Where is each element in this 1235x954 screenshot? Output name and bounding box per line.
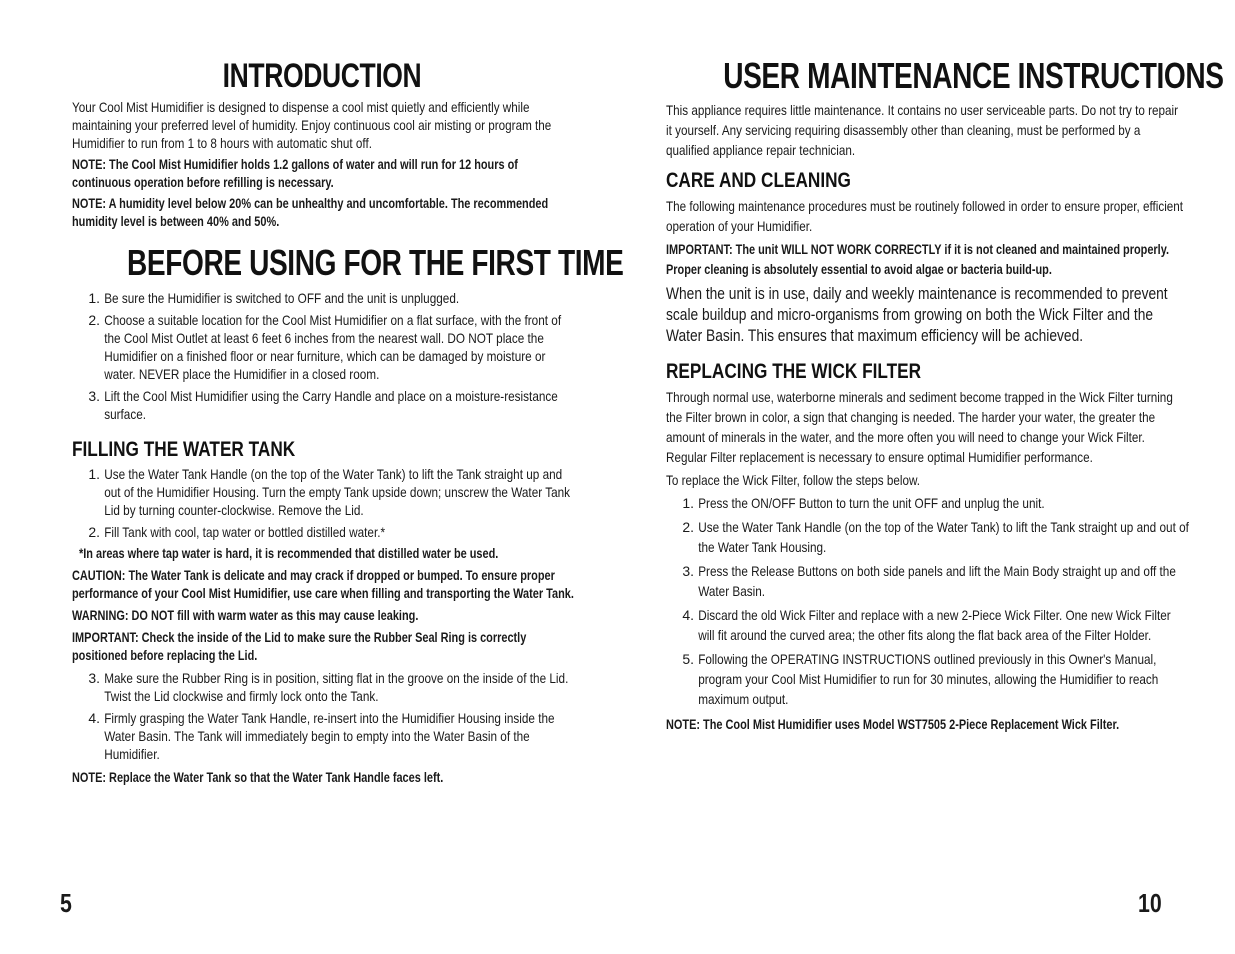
distilled-water-footnote: *In areas where tap water is hard, it is recommended that distilled water be used.: [79, 546, 499, 561]
list-item: 4. Discard the old Wick Filter and replace with a new 2-Piece Wick Filter. One new Wick Filter will fit around the curved area; the other fits along the flat back area of the Filter Holder.: [682, 607, 1171, 643]
list-item: 5. Following the OPERATING INSTRUCTIONS outlined previously in this Owner's Manual, program your Cool Mist Humidifier to run for 30 minutes, allowing the Humidifier to reach maximum output.: [682, 651, 1159, 707]
right-column: [666, 55, 1224, 735]
introduction-note-capacity: NOTE: The Cool Mist Humidifier holds 1.2 gallons of water and will run for 12 hours of continuous operation before refilling is necessary.: [72, 157, 518, 190]
introduction-text: Your Cool Mist Humidifier is designed to dispense a cool mist quietly and efficiently while maintaining your preferred level of humidity. Enjoy continuous cool air misting or program the Humidifier to run from 1 to 8 hours with automatic shut off.: [72, 99, 552, 151]
care-maintenance-text: When the unit is in use, daily and weekly maintenance is recommended to prevent scale buildup and micro-organisms from growing on both the Wick Filter and the Water Basin. This ensures that maximum efficiency will be achieved.: [666, 285, 1168, 345]
right-page: [618, 0, 1235, 954]
filling-tank-title: FILLING THE WATER TANK: [72, 438, 296, 461]
left-column: [72, 56, 624, 787]
list-item: 1. Be sure the Humidifier is switched to OFF and the unit is unplugged.: [88, 290, 460, 306]
list-item: 2. Fill Tank with cool, tap water or bottled distilled water.*: [88, 524, 386, 540]
list-item: 2. Use the Water Tank Handle (on the top of the Water Tank) to lift the Tank straight up and out of the Water Tank Housing.: [682, 519, 1189, 555]
page-number-left: 5: [60, 888, 72, 918]
list-item: 4. Firmly grasping the Water Tank Handle, re-insert into the Humidifier Housing inside the Water Basin. The Tank will immediately begin to empty into the Water Basin of the Humidifier.: [88, 710, 555, 762]
filling-steps-b: [72, 669, 572, 763]
wick-filter-title: REPLACING THE WICK FILTER: [666, 360, 922, 383]
before-using-steps: [72, 289, 572, 423]
wick-filter-steps: [666, 493, 1189, 709]
warning-note: WARNING: DO NOT fill with warm water as this may cause leaking.: [72, 608, 419, 623]
wick-filter-text: Through normal use, waterborne minerals and sediment become trapped in the Wick Filter turning the Filter brown in color, a sign that changing is needed. The harder your water, the greater the amount of minerals in the water, and the more often you will need to change your Wick Filter. Regular Filter replacement is necessary to ensure optimal Humidifier performance.: [666, 389, 1173, 465]
important-note: IMPORTANT: Check the inside of the Lid to make sure the Rubber Seal Ring is correctly positioned before replacing the Lid.: [72, 630, 527, 663]
maintenance-text: This appliance requires little maintenance. It contains no user serviceable parts. Do not try to repair it yourself. Any servicing requiring disassembly other than cleaning, must be performed by a qualified appliance repair technician.: [666, 102, 1179, 158]
list-item: 1. Use the Water Tank Handle (on the top of the Water Tank) to lift the Tank straight up and out of the Humidifier Housing. Turn the empty Tank upside down; unscrew the Water Tank Lid by turning counter-clockwise. Remove the Lid.: [88, 466, 571, 518]
introduction-title: INTRODUCTION: [222, 57, 422, 95]
wick-filter-intro: To replace the Wick Filter, follow the steps below.: [666, 472, 921, 488]
introduction-note-humidity: NOTE: A humidity level below 20% can be unhealthy and uncomfortable. The recommended humidity level is between 40% and 50%.: [72, 196, 549, 229]
page-number-right: 10: [1138, 888, 1162, 918]
care-cleaning-text: The following maintenance procedures must be routinely followed in order to ensure proper, efficient operation of your Humidifier.: [666, 198, 1184, 234]
list-item: 1. Press the ON/OFF Button to turn the unit OFF and unplug the unit.: [682, 495, 1045, 511]
list-item: 3. Lift the Cool Mist Humidifier using the Carry Handle and place on a moisture-resistance surface.: [88, 388, 558, 422]
list-item: 3. Make sure the Rubber Ring is in position, sitting flat in the groove on the inside of the Lid. Twist the Lid clockwise and firmly lock onto the Tank.: [88, 670, 569, 704]
filling-steps-a: [72, 465, 572, 541]
care-important-note: IMPORTANT: The unit WILL NOT WORK CORRECTLY if it is not cleaned and maintained properly. Proper cleaning is absolutely essential to avoid algae or bacteria build-up.: [666, 242, 1170, 277]
before-using-title: BEFORE USING FOR THE FIRST TIME: [127, 242, 624, 283]
maintenance-title: USER MAINTENANCE INSTRUCTIONS: [723, 55, 1224, 96]
caution-note: CAUTION: The Water Tank is delicate and may crack if dropped or bumped. To ensure proper performance of your Cool Mist Humidifier, use care when filling and transporting the Water Tank.: [72, 568, 574, 601]
care-cleaning-title: CARE AND CLEANING: [666, 169, 851, 192]
list-item: 2. Choose a suitable location for the Cool Mist Humidifier on a flat surface, with the front of the Cool Mist Outlet at least 6 feet 6 inches from the nearest wall. DO NOT place the Humidifier on a finished floor or near furniture, which can be damaged by moisture or water. NEVER place the Humidifier in a closed room.: [88, 312, 562, 382]
wick-model-note: NOTE: The Cool Mist Humidifier uses Model WST7505 2-Piece Replacement Wick Filter.: [666, 717, 1120, 732]
list-item: 3. Press the Release Buttons on both side panels and lift the Main Body straight up and off the Water Basin.: [682, 563, 1176, 599]
tank-handle-note: NOTE: Replace the Water Tank so that the Water Tank Handle faces left.: [72, 770, 444, 785]
